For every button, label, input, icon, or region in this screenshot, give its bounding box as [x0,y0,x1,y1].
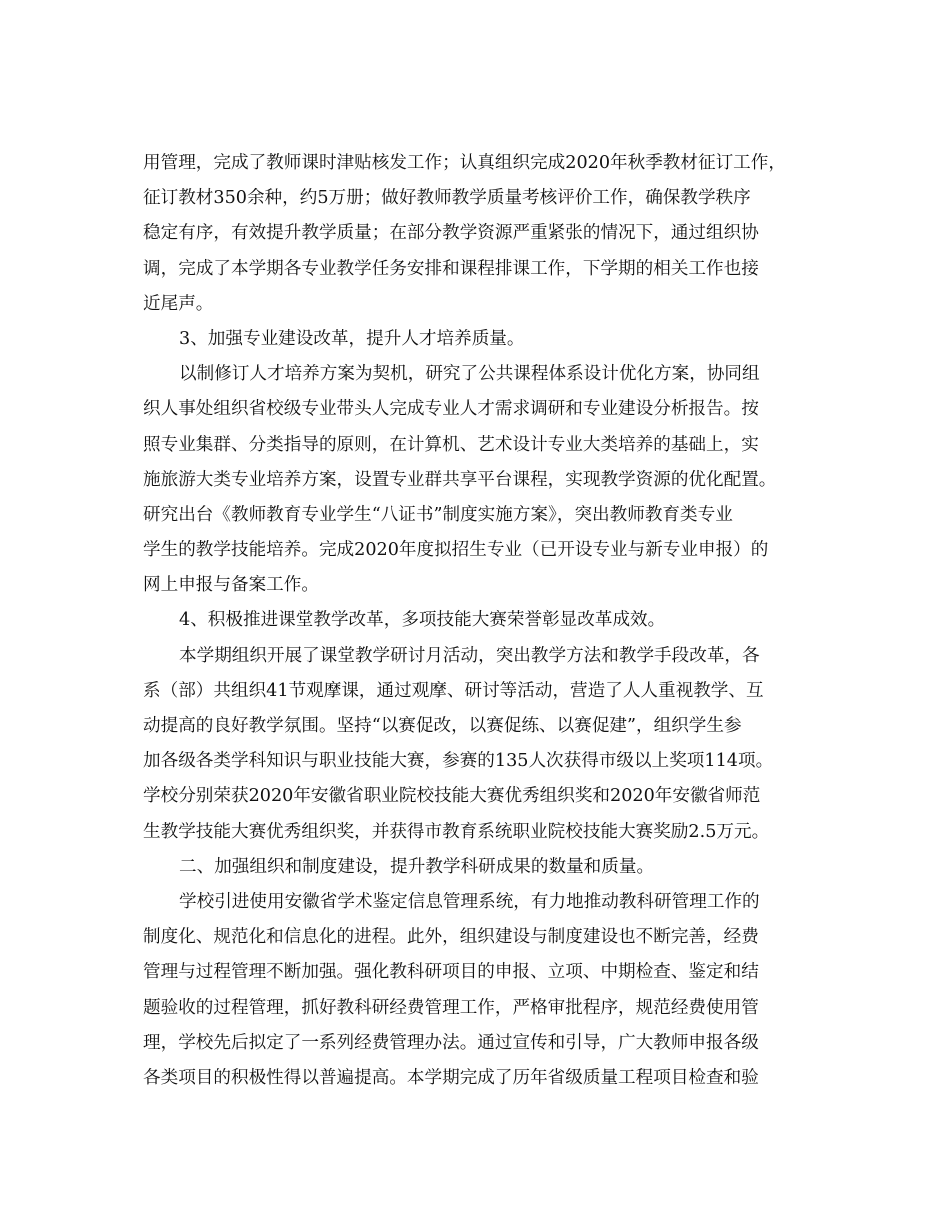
text-line: 系（部）共组织41节观摩课，通过观摩、研讨等活动，营造了人人重视教学、互 [143,680,764,701]
text-line: 动提高的良好教学氛围。坚持“以赛促改，以赛促练、以赛促建”，组织学生参 [143,716,742,736]
text-line: 本学期组织开展了课堂教学研讨月活动，突出教学方法和教学手段改革，各 [179,645,760,666]
text-line: 4、积极推进课堂教学改革，多项技能大赛荣誉彰显改革成效。 [179,610,666,631]
text-line: 管理与过程管理不断加强。强化教科研项目的申报、立项、中期检查、鉴定和结 [143,962,759,983]
text-line: 加各级各类学科知识与职业技能大赛，参赛的135人次获得市级以上奖项114项。 [143,751,774,772]
text-line: 近尾声。 [143,293,214,314]
text-line: 理，学校先后拟定了一系列经费管理办法。通过宣传和引导，广大教师申报各级 [143,1032,759,1053]
text-line: 照专业集群、分类指导的原则，在计算机、艺术设计专业大类培养的基础上，实 [143,434,759,455]
text-line: 织人事处组织省校级专业带头人完成专业人才需求调研和专业建设分析报告。按 [143,399,759,420]
text-line: 用管理，完成了教师课时津贴核发工作；认真组织完成2020年秋季教材征订工作， [143,153,786,173]
text-line: 各类项目的积极性得以普遍提高。本学期完成了历年省级质量工程项目检查和验 [143,1067,759,1088]
text-line: 研究出台《教师教育专业学生“八证书”制度实施方案》，突出教师教育类专业 [143,504,733,525]
text-line: 二、加强组织和制度建设，提升教学科研成果的数量和质量。 [179,856,655,877]
text-line: 施旅游大类专业培养方案，设置专业群共享平台课程，实现教学资源的优化配置。 [143,469,777,490]
text-line: 调，完成了本学期各专业教学任务安排和课程排课工作，下学期的相关工作也接 [143,258,759,279]
text-line: 以制修订人才培养方案为契机，研究了公共课程体系设计优化方案，协同组 [179,364,760,385]
text-line: 学校分别荣获2020年安徽省职业院校技能大赛优秀组织奖和2020年安徽省师范 [143,786,761,807]
document-body [143,146,813,1096]
text-line: 网上申报与备案工作。 [143,575,319,596]
text-line: 制度化、规范化和信息化的进程。此外，组织建设与制度建设也不断完善，经费 [143,927,759,948]
text-line: 3、加强专业建设改革，提升人才培养质量。 [179,328,525,349]
text-line: 征订教材350余种，约5万册；做好教师教学质量考核评价工作，确保教学秩序 [143,188,751,209]
text-line: 稳定有序，有效提升教学质量；在部分教学资源严重紧张的情况下，通过组织协 [143,223,759,244]
text-line: 学校引进使用安徽省学术鉴定信息管理系统，有力地推动教科研管理工作的 [179,891,760,912]
text-line: 题验收的过程管理，抓好教科研经费管理工作，严格审批程序，规范经费使用管 [143,997,759,1018]
text-line: 学生的教学技能培养。完成2020年度拟招生专业（已开设专业与新专业申报）的 [143,540,769,561]
text-line: 生教学技能大赛优秀组织奖，并获得市教育系统职业院校技能大赛奖励2.5万元。 [143,821,770,842]
